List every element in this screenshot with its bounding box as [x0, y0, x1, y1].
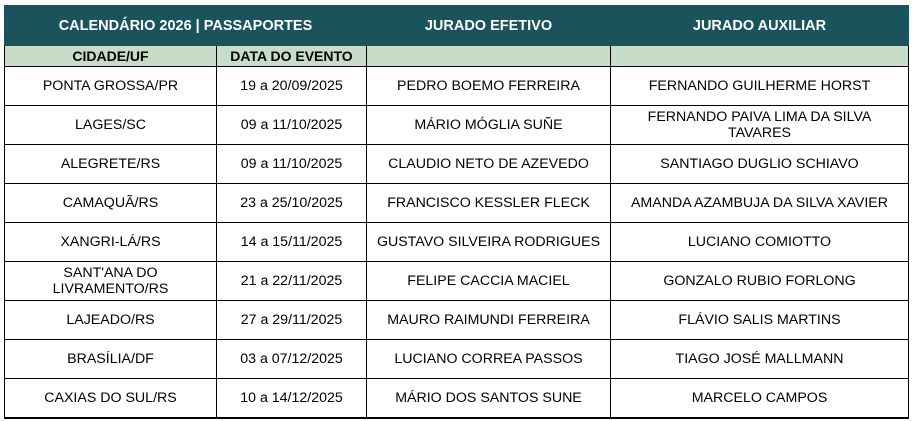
- table-body: [5, 67, 909, 419]
- cell-jurado-efetivo: FELIPE CACCIA MACIEL: [367, 262, 611, 301]
- table-row: [5, 301, 909, 340]
- cell-jurado-efetivo: LUCIANO CORREA PASSOS: [367, 340, 611, 379]
- col-jurado-auxiliar: JURADO AUXILIAR: [611, 6, 909, 46]
- cell-jurado-auxiliar: FERNANDO PAIVA LIMA DA SILVA TAVARES: [611, 106, 909, 145]
- cell-jurado-efetivo: MÁRIO DOS SANTOS SUNE: [367, 379, 611, 419]
- cell-data: 09 a 11/10/2025: [217, 145, 367, 184]
- table-row: [5, 184, 909, 223]
- cell-jurado-efetivo: MAURO RAIMUNDI FERREIRA: [367, 301, 611, 340]
- cell-jurado-auxiliar: AMANDA AZAMBUJA DA SILVA XAVIER: [611, 184, 909, 223]
- cell-jurado-efetivo: FRANCISCO KESSLER FLECK: [367, 184, 611, 223]
- calendar-table: [4, 5, 909, 419]
- col-data: DATA DO EVENTO: [217, 46, 367, 67]
- cell-jurado-auxiliar: GONZALO RUBIO FORLONG: [611, 262, 909, 301]
- col-auxiliar-spacer: [611, 46, 909, 67]
- cell-jurado-auxiliar: LUCIANO COMIOTTO: [611, 223, 909, 262]
- cell-data: 23 a 25/10/2025: [217, 184, 367, 223]
- col-cidade: CIDADE/UF: [5, 46, 217, 67]
- cell-jurado-efetivo: MÁRIO MÓGLIA SUÑE: [367, 106, 611, 145]
- cell-jurado-auxiliar: FLÁVIO SALIS MARTINS: [611, 301, 909, 340]
- cell-jurado-efetivo: GUSTAVO SILVEIRA RODRIGUES: [367, 223, 611, 262]
- cell-jurado-auxiliar: MARCELO CAMPOS: [611, 379, 909, 419]
- table-row: [5, 106, 909, 145]
- table-row: [5, 145, 909, 184]
- col-jurado-efetivo: JURADO EFETIVO: [367, 6, 611, 46]
- cell-jurado-efetivo: PEDRO BOEMO FERREIRA: [367, 67, 611, 106]
- cell-cidade: ALEGRETE/RS: [5, 145, 217, 184]
- table-row: [5, 379, 909, 419]
- cell-data: 14 a 15/11/2025: [217, 223, 367, 262]
- cell-jurado-efetivo: CLAUDIO NETO DE AZEVEDO: [367, 145, 611, 184]
- cell-cidade: PONTA GROSSA/PR: [5, 67, 217, 106]
- col-efetivo-spacer: [367, 46, 611, 67]
- subheader-row: [5, 46, 909, 67]
- table-row: [5, 223, 909, 262]
- cell-jurado-auxiliar: TIAGO JOSÉ MALLMANN: [611, 340, 909, 379]
- cell-jurado-auxiliar: FERNANDO GUILHERME HORST: [611, 67, 909, 106]
- cell-data: 10 a 14/12/2025: [217, 379, 367, 419]
- cell-cidade: SANT'ANA DO LIVRAMENTO/RS: [5, 262, 217, 301]
- table-row: [5, 67, 909, 106]
- cell-data: 27 a 29/11/2025: [217, 301, 367, 340]
- cell-cidade: BRASÍLIA/DF: [5, 340, 217, 379]
- cell-data: 03 a 07/12/2025: [217, 340, 367, 379]
- cell-cidade: LAGES/SC: [5, 106, 217, 145]
- cell-data: 09 a 11/10/2025: [217, 106, 367, 145]
- table-row: [5, 262, 909, 301]
- cell-cidade: LAJEADO/RS: [5, 301, 217, 340]
- cell-data: 19 a 20/09/2025: [217, 67, 367, 106]
- cell-jurado-auxiliar: SANTIAGO DUGLIO SCHIAVO: [611, 145, 909, 184]
- header-row: [5, 6, 909, 46]
- calendar-title: CALENDÁRIO 2026 | PASSAPORTES: [5, 6, 367, 46]
- cell-data: 21 a 22/11/2025: [217, 262, 367, 301]
- cell-cidade: XANGRI-LÁ/RS: [5, 223, 217, 262]
- table-row: [5, 340, 909, 379]
- cell-cidade: CAMAQUÃ/RS: [5, 184, 217, 223]
- cell-cidade: CAXIAS DO SUL/RS: [5, 379, 217, 419]
